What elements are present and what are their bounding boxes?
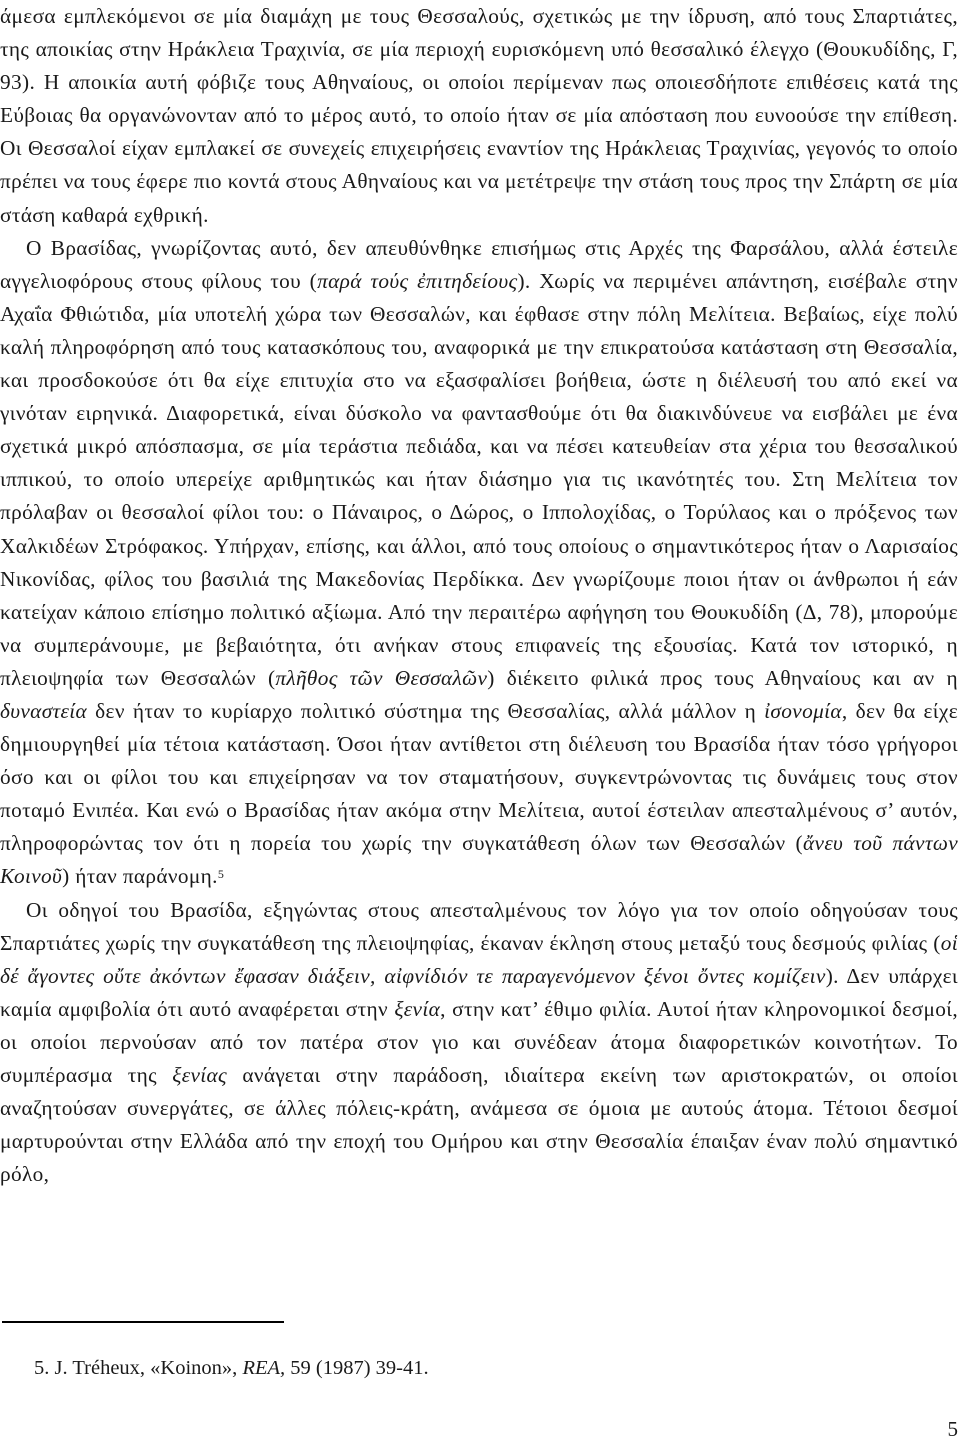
text-segment: ). Δεν υπάρχει καμία αμφιβολία ότι αυτό αναφέρεται στην	[0, 963, 959, 1021]
footnote-number: 5.	[34, 1357, 50, 1379]
italic-greek-phrase: παρά τούς ἐπιτηδείους	[317, 268, 518, 293]
italic-greek-phrase: οἱ δέ ἄγοντες οὔτε ἀκόντων ἔφασαν διάξειν, αἰφνίδιόν τε παραγενόμενον ξένοι ὄντες κομίζειν	[0, 930, 958, 988]
text-segment: , δεν θα είχε δημιουργηθεί μία τέτοια κατάσταση. Όσοι ήταν αντίθετοι στη διέλευση του Βρασίδα ήταν τόσο γρήγοροι όσο και οι φίλοι του και επιχείρησαν να τον σταματήσουν, συγκεντρώνοντας τις δυνάμεις τους στον ποταμό Ενιπέα. Και ενώ ο Βρασίδας ήταν ακόμα στην Μελίτεια, αυτοί έστειλαν απεσταλμένους σ’ αυτόν, πληροφορώντας τον ότι η πορεία του χωρίς την συγκατάθεση όλων των Θεσσαλών (	[0, 698, 958, 856]
italic-greek-phrase: ξενίας	[172, 1063, 228, 1087]
text-segment: άμεσα εμπλεκόμενοι σε μία διαμάχη με τους Θεσσαλούς, σχετικώς με την ίδρυση, από τους Σπαρτιάτες, της αποικίας στην Ηράκλεια Τραχινία, σε μία περιοχή ευρισκόμενη υπό θεσσαλικό έλεγχο (Θουκυδίδης, Γ, 93). Η αποικία αυτή φόβιζε τους Αθηναίους, οι οποίοι περίμεναν πως οποιεσδήποτε επιθέσεις κατά της Εύβοιας θα οργανώνονταν από το μέρος αυτό, το οποίο ήταν σε μία απόσταση που ευνοούσε την επίθεση. Οι Θεσσαλοί είχαν εμπλακεί σε συνεχείς επιχειρήσεις εναντίον της Ηράκλειας Τραχινίας, γεγονός το οποίο πρέπει να τους έφερε πιο κοντά στους Αθηναίους και να μετέτρεψε την στάση τους προς την Σπάρτη σε μία στάση καθαρά εχθρική.	[0, 4, 958, 227]
page-number: 5	[947, 1417, 958, 1441]
text-segment: ) διέκειτο φιλικά προς τους Αθηναίους και αν η	[487, 665, 958, 690]
text-segment: ) ήταν παράνομη.	[62, 864, 218, 889]
italic-greek-phrase: ἄνευ τοῦ πάντων Κοινοῦ	[0, 831, 959, 889]
text-segment: δεν ήταν το κυρίαρχο πολιτικό σύστημα της Θεσσαλίας, αλλά μάλλον η	[87, 698, 765, 723]
paragraph	[0, 894, 958, 1192]
text-segment: Ο Βρασίδας, γνωρίζοντας αυτό, δεν απευθύνθηκε επισήμως στις Αρχές της Φαρσάλου, αλλά έστειλε αγγελιοφόρους στους φίλους του (	[0, 235, 958, 293]
paragraph	[0, 0, 958, 232]
text-segment: ). Χωρίς να περιμένει απάντηση, εισέβαλε στην Αχαΐα Φθιώτιδα, μία υποτελή χώρα των Θεσσαλών, και έφθασε στην πόλη Μελίτεια. Βεβαίως, είχε πολύ καλή πληροφόρηση από τους κατασκόπους του, αναφορικά με την επικρατούσα κατάσταση στη Θεσσαλία, και προσδοκούσε ότι θα είχε επιτυχία στο να εξασφαλίσει βοήθεια, ώστε η διέλευσή του από εκεί να γινόταν ειρηνικά. Διαφορετικά, είναι δύσκολο να φαντασθούμε ότι θα διακινδύνευε να εισβάλει με ένα σχετικά μικρό απόσπασμα, σε μία τεράστια πεδιάδα, και να πέσει κατευθείαν στα χέρια του θεσσαλικού ιππικού, το οποίο υπερείχε αριθμητικώς και ήταν διάσημο για τις ικανότητές του. Στη Μελίτεια τον πρόλαβαν οι θεσσαλοί φίλοι του: ο Πάναιρος, ο Δώρος, ο Ιππολοχίδας, ο Τορύλαος και ο πρόξενος των Χαλκιδέων Στρόφακος. Υπήρχαν, επίσης, και άλλοι, από τους οποίους ο σημαντικότερος ήταν ο Λαρισαίος Νικονίδας, φίλος του βασιλιά της Μακεδονίας Περδίκκα. Δεν γνωρίζουμε ποιοι ήταν οι άνθρωποι ή εάν κατείχαν κάποιο επίσημο πολιτικό αξίωμα. Από την περαιτέρω αφήγηση του Θουκυδίδη (Δ, 78), μπορούμε να συμπεράνουμε, με βεβαιότητα, ότι ανήκαν στους επιφανείς της εξουσίας. Κατά τον ιστορικό, η πλειοψηφία των Θεσσαλών (	[0, 268, 958, 690]
italic-greek-phrase: πλῆθος τῶν Θεσσαλῶν	[275, 665, 488, 690]
text-segment: ανάγεται στην παράδοση, ιδιαίτερα εκείνη των αριστοκρατών, οι οποίοι αναζητούσαν συνεργάτες, σε άλλες πόλεις-κράτη, ανάμεσα σε όμοια με αυτούς άτομα. Τέτοιοι δεσμοί μαρτυρούνται στην Ελλάδα από την εποχή του Ομήρου και στην Θεσσαλία έπαιξαν έναν πολύ σημαντικό ρόλο,	[0, 1063, 958, 1187]
footnote	[34, 1356, 429, 1380]
footnote-reference: 5	[217, 867, 225, 882]
footnote-journal: REA,	[242, 1357, 286, 1379]
italic-greek-phrase: ἰσονομία	[764, 698, 842, 723]
text-segment: , στην κατ’ έθιμο φιλία. Αυτοί ήταν κληρονομικοί δεσμοί, οι οποίοι περνούσαν από τον πατέρα στον γιο και συνέδεαν άτομα διαφορετικών κοινοτήτων. Το συμπέρασμα της	[0, 996, 958, 1087]
paragraph	[0, 232, 958, 894]
italic-greek-phrase: ξενία	[394, 996, 441, 1021]
footnote-author: J. Tréheux, «Koinon»,	[54, 1357, 243, 1379]
text-segment: Οι οδηγοί του Βρασίδα, εξηγώντας στους απεσταλμένους τον λόγο για τον οποίο οδηγούσαν τους Σπαρτιάτες χωρίς την συγκατάθεση της πλειοψηφίας, έκαναν έκληση στους μεταξύ τους δεσμούς φιλίας (	[0, 897, 958, 955]
footnote-separator	[2, 1321, 284, 1323]
italic-greek-phrase: δυναστεία	[0, 698, 88, 723]
footnote-rest: 59 (1987) 39-41.	[285, 1357, 429, 1379]
